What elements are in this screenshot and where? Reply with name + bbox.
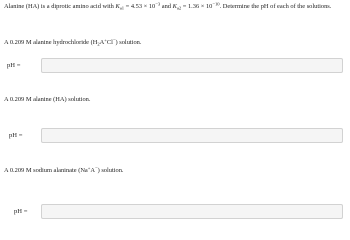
part-3-prompt: A 0.209 M sodium alaninate (Na+A−) solution. (4, 165, 124, 174)
intro-text: Alanine (HA) is a diprotic amino acid with (4, 3, 116, 10)
ka2-subscript: a2 (176, 5, 182, 11)
ka1-value: = 4.53 × 10 (124, 3, 156, 10)
part-2-answer-row (0, 125, 350, 147)
ka2-symbol: K (172, 3, 177, 10)
part-3-ph-label: pH = (14, 208, 28, 215)
question-intro (4, 3, 346, 11)
question-text (4, 3, 346, 11)
part-1-ph-label: pH = (7, 62, 21, 69)
intro-instruction: . Determine the pH of each of the solutions. (219, 3, 332, 10)
part-1-ph-input[interactable] (41, 58, 343, 73)
part-2-prompt: A 0.209 M alanine (HA) solution. (4, 96, 91, 103)
ka2-exponent: −10 (212, 1, 220, 7)
ka1-exponent: −3 (155, 1, 161, 7)
ka1-symbol: K (115, 3, 120, 10)
part-2-ph-label: pH = (9, 132, 23, 139)
part-2-ph-input[interactable] (41, 128, 343, 143)
part-3-ph-input[interactable] (41, 204, 343, 219)
ka2-value: = 1.36 × 10 (181, 3, 213, 10)
and-text: and (160, 3, 173, 10)
part-1-answer-row (0, 55, 350, 77)
ka1-subscript: a1 (119, 5, 125, 11)
part-3-answer-row (0, 201, 350, 223)
part-1-prompt: A 0.209 M alanine hydrochloride $(H_2A^+Cl^-)$ solution. (4, 37, 142, 47)
